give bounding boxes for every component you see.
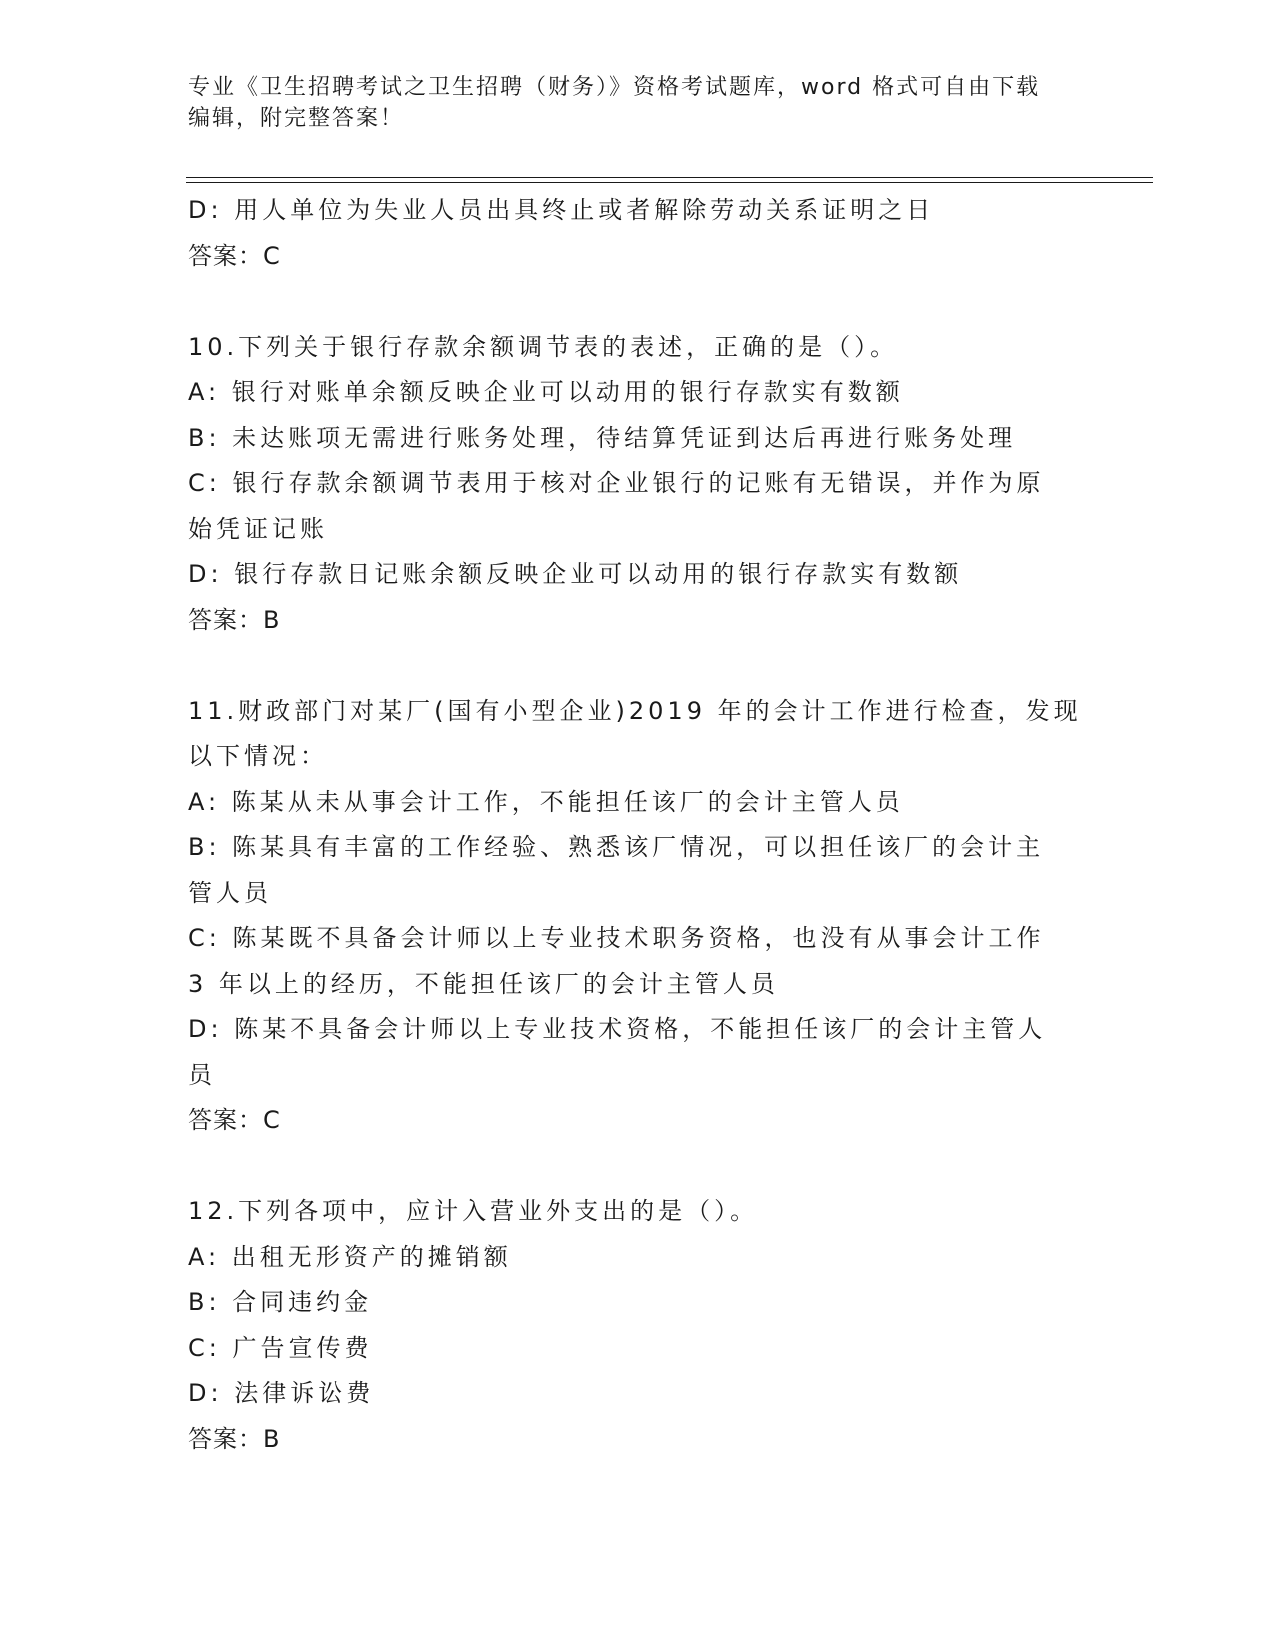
option-b: B: 合同违约金 <box>188 1288 373 1316</box>
answer-line: 答案：C <box>188 241 281 270</box>
answer-line: 答案：B <box>188 1424 281 1453</box>
option-b-continued: 管人员 <box>188 878 272 907</box>
option-b: B: 未达账项无需进行账务处理，待结算凭证到达后再进行账务处理 <box>188 423 1017 452</box>
answer-line: 答案：C <box>188 1106 281 1134</box>
option-c-continued: 3 年以上的经历，不能担任该厂的会计主管人员 <box>188 969 779 998</box>
option-c: C: 银行存款余额调节表用于核对企业银行的记账有无错误，并作为原 <box>188 469 1045 497</box>
question-stem: 12.下列各项中，应计入营业外支出的是（）。 <box>188 1197 759 1225</box>
previous-question-tail <box>188 188 1088 279</box>
header-line-2: 编辑，附完整答案！ <box>188 106 405 131</box>
header-divider-bottom <box>186 182 1153 183</box>
option-a: A: 出租无形资产的摊销额 <box>188 1242 512 1271</box>
option-d-continued: 员 <box>188 1060 216 1089</box>
option-a: A: 陈某从未从事会计工作，不能担任该厂的会计主管人员 <box>188 787 904 816</box>
option-b: B: 陈某具有丰富的工作经验、熟悉该厂情况，可以担任该厂的会计主 <box>188 833 1045 861</box>
header-line-1: 专业《卫生招聘考试之卫生招聘（财务）》资格考试题库，word 格式可自由下载 <box>188 75 1041 100</box>
option-a: A: 银行对账单余额反映企业可以动用的银行存款实有数额 <box>188 378 904 406</box>
question-11 <box>188 689 1088 1144</box>
option-d: D: 陈某不具备会计师以上专业技术资格，不能担任该厂的会计主管人 <box>188 1015 1047 1043</box>
question-stem: 11.财政部门对某厂(国有小型企业)2019 年的会计工作进行检查，发现 <box>188 696 1082 725</box>
document-header <box>188 72 1088 134</box>
question-content <box>188 188 1088 1462</box>
answer-line: 答案：B <box>188 605 281 634</box>
option-c: C: 陈某既不具备会计师以上专业技术职务资格，也没有从事会计工作 <box>188 924 1045 952</box>
option-d: D: 法律诉讼费 <box>188 1379 375 1407</box>
header-divider-top <box>186 177 1153 178</box>
question-stem: 10.下列关于银行存款余额调节表的表述，正确的是（）。 <box>188 332 899 361</box>
question-10 <box>188 325 1088 644</box>
option-d: D: 银行存款日记账余额反映企业可以动用的银行存款实有数额 <box>188 560 963 588</box>
option-c: C: 广告宣传费 <box>188 1333 373 1362</box>
question-stem-continued: 以下情况： <box>188 742 328 770</box>
option-c-continued: 始凭证记账 <box>188 514 328 543</box>
question-12 <box>188 1189 1088 1462</box>
option-d: D: 用人单位为失业人员出具终止或者解除劳动关系证明之日 <box>188 196 935 224</box>
